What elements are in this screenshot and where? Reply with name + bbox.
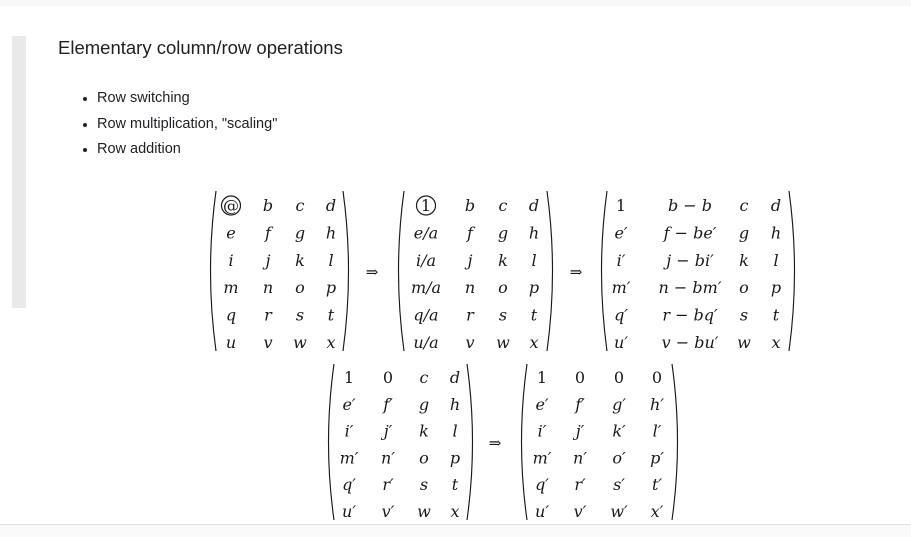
matrix-2-right-paren [547,191,553,351]
matrix-3-cell-r1c4: d [770,196,782,215]
matrix-1-cell-r6c2: v [263,333,273,352]
matrix-5-cell-r4c4: p′ [650,448,664,468]
matrix-5-cell-r3c2: j′ [575,421,585,441]
matrix-5-cell-r6c3: w′ [610,502,628,521]
matrix-5-cell-r3c1: i′ [537,421,547,441]
operation-row-multiplication: • Row multiplication, "scaling" [97,112,277,138]
matrix-1-cell-r4c4: p [325,278,337,298]
matrix-1-cell-r4c3: o [295,278,305,298]
matrix-3-cell-r1c1: 1 [615,196,627,215]
matrix-3-cell-r6c2: v − bu′ [661,333,719,352]
matrix-4-cell-r3c1: i′ [344,421,354,441]
section-heading: Elementary column/row operations [58,37,343,58]
matrix-5-cell-r4c2: n′ [573,448,587,468]
matrix-3-right-paren [789,191,795,351]
matrix-5-cell-r5c4: t′ [651,475,663,495]
matrix-4-cell-r4c1: m′ [339,448,359,468]
matrix-1-cell-r3c4: l [328,250,334,270]
matrix-1-cell-r5c3: s [295,305,305,325]
matrix-1-cell-r2c4: h [325,223,337,243]
matrix-4-right-paren [467,364,473,520]
matrix-3-cell-r6c4: x [771,333,781,352]
matrix-5-cell-r2c3: g′ [612,394,626,414]
matrix-2-cell-r4c2: n [464,278,476,298]
matrix-3-cell-r4c1: m′ [611,278,631,298]
matrix-3-cell-r2c4: h [770,223,782,243]
matrix-2-cell-r5c3: s [498,305,508,325]
matrix-2-cell-r1c4: d [528,196,540,215]
implies-arrow-2: ⇒ [569,263,583,281]
matrix-3-cell-r3c2: j − bi′ [666,250,714,270]
matrix-1-right-paren [343,191,349,351]
matrix-2-cell-r3c4: l [531,250,537,270]
matrix-5-cell-r1c4: 0 [651,368,663,387]
matrix-1-left-paren [211,191,217,351]
matrix-1-cell-r5c4: t [327,305,335,325]
matrix-3-cell-r6c1: u′ [614,333,628,352]
matrix-2-cell-r6c3: w [496,333,510,352]
matrix-5-cell-r5c3: s′ [613,475,625,495]
matrix-3-cell-r2c2: f − be′ [663,223,717,243]
matrix-1-cell-r3c1: i [228,250,234,270]
matrix-3-cell-r5c1: q′ [614,305,628,325]
matrix-2-cell-r5c2: r [466,305,474,325]
matrix-1-cell-r2c3: g [294,223,306,243]
matrix-4-cell-r5c3: s [419,475,429,495]
matrix-4-cell-r5c2: r′ [382,475,394,495]
matrix-4-cell-r4c2: n′ [381,448,395,468]
matrix-2-cell-r4c4: p [528,278,540,298]
matrix-2-cell-r4c3: o [498,278,508,298]
matrix-3-cell-r2c3: g [738,223,750,243]
matrix-3-cell-r5c2: r − bq′ [662,305,718,325]
matrix-5-cell-r3c4: l′ [652,421,662,441]
matrix-4-cell-r4c4: p [449,448,461,468]
matrix-3-left-paren [602,191,608,351]
matrix-2-cell-r6c1: u/a [413,333,439,352]
bottom-strip [0,525,911,537]
matrix-3-cell-r3c3: k [739,250,749,270]
matrix-2-cell-r6c2: v [465,333,475,352]
operation-row-addition: • Row addition [97,137,277,163]
matrix-2-cell-r6c4: x [529,333,539,352]
matrix-5-cell-r2c1: e′ [535,394,549,414]
matrix-4-cell-r2c3: g [418,394,430,414]
matrix-5-cell-r6c4: x′ [650,502,664,521]
matrix-5-cell-r5c2: r′ [574,475,586,495]
matrix-4-cell-r2c1: e′ [342,394,356,414]
matrix-5-left-paren [522,364,528,520]
matrix-2-cell-r1c2: b [464,196,476,215]
matrix-2-cell-r4c1: m/a [410,278,442,298]
matrix-4-cell-r5c4: t [451,475,459,495]
matrix-3-cell-r3c1: i′ [616,250,626,270]
matrix-5-cell-r3c3: k′ [612,421,626,441]
matrix-2-cell-r5c1: q/a [413,305,439,325]
matrix-5-cell-r1c3: 0 [613,368,625,387]
matrix-4-cell-r3c2: j′ [383,421,393,441]
matrix-4-cell-r1c2: 0 [382,368,394,387]
matrix-1-cell-r1c2: b [262,196,274,215]
matrix-4-cell-r2c2: f′ [383,394,393,414]
matrix-3-cell-r5c4: t [772,305,780,325]
matrix-5-cell-r2c4: h′ [650,394,664,414]
matrix-2-cell-r2c1: e/a [413,223,439,243]
matrix-1-cell-r5c2: r [264,305,272,325]
matrix-1-cell-r2c1: e [226,223,236,243]
matrix-3-cell-r6c3: w [737,333,751,352]
matrix-3-cell-r2c1: e′ [614,223,628,243]
matrix-5-cell-r4c3: o′ [612,448,626,468]
matrix-3-cell-r3c4: l [773,250,779,270]
matrix-4-cell-r1c3: c [419,368,429,387]
matrix-1-cell-r1c4: d [325,196,337,215]
matrix-1-cell-r5c1: q [225,305,237,325]
matrix-2-cell-r3c2: j [467,250,473,270]
matrix-2-cell-r1c3: c [498,196,508,215]
matrix-5-cell-r1c1: 1 [536,368,548,387]
matrix-4-cell-r6c4: x [450,502,460,521]
matrix-5-cell-r2c2: f′ [575,394,585,414]
matrix-1-cell-r1c1: @ [223,196,239,215]
matrix-2-cell-r3c3: k [498,250,508,270]
matrix-3-cell-r1c2: b − b [667,196,713,215]
matrix-5-cell-r5c1: q′ [535,475,549,495]
matrix-1-cell-r6c3: w [293,333,307,352]
implies-arrow-3: ⇒ [488,434,502,452]
matrix-2-cell-r2c3: g [497,223,509,243]
matrix-5-cell-r6c1: u′ [535,502,549,521]
matrix-2-left-paren [399,191,405,351]
matrix-3-cell-r5c3: s [739,305,749,325]
matrix-4-cell-r5c1: q′ [342,475,356,495]
matrix-3-cell-r4c4: p [770,278,782,298]
matrix-4-cell-r6c1: u′ [342,502,356,521]
matrix-4-cell-r1c4: d [449,368,461,387]
matrix-3-cell-r4c3: o [739,278,749,298]
matrix-1-cell-r3c3: k [295,250,305,270]
implies-arrow-1: ⇒ [365,263,379,281]
matrix-2-cell-r5c4: t [530,305,538,325]
matrix-5-cell-r1c2: 0 [574,368,586,387]
matrix-1-cell-r3c2: j [265,250,271,270]
matrix-4-cell-r1c1: 1 [343,368,355,387]
matrix-4-cell-r6c2: v′ [381,502,395,521]
matrix-5-cell-r6c2: v′ [573,502,587,521]
matrix-1-cell-r4c2: n [262,278,274,298]
matrix-1-cell-r2c2: f [265,223,271,243]
matrix-1-cell-r6c1: u [225,333,237,352]
matrix-5-cell-r4c1: m′ [532,448,552,468]
matrix-4-cell-r3c3: k [419,421,429,441]
matrix-1-cell-r4c1: m [223,278,239,298]
matrix-4-cell-r2c4: h [449,394,461,414]
matrix-4-cell-r4c3: o [419,448,429,468]
matrix-1-cell-r1c3: c [295,196,305,215]
matrix-2-cell-r2c4: h [528,223,540,243]
matrix-3-cell-r1c3: c [739,196,749,215]
matrix-5-right-paren [672,364,678,520]
matrix-2-cell-r3c1: i/a [415,250,437,270]
operation-row-switching: • Row switching [97,86,277,112]
matrix-4-cell-r3c4: l [452,421,458,441]
matrix-4-left-paren [329,364,335,520]
matrix-2-cell-r1c1: 1 [420,196,432,215]
matrix-2-cell-r2c2: f [467,223,473,243]
matrix-1-cell-r6c4: x [326,333,336,352]
matrix-3-cell-r4c2: n − bm′ [658,278,722,298]
matrix-4-cell-r6c3: w [417,502,431,521]
